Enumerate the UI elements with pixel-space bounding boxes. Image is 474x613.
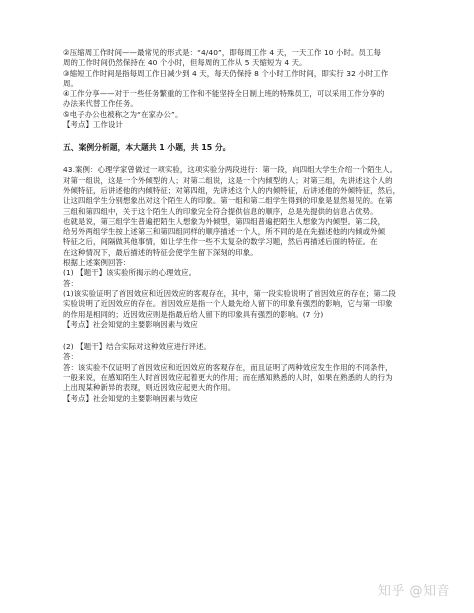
section-title: 五、案例分析题，本大题共 1 小题，共 15 分。 xyxy=(63,143,231,153)
block-case-analysis xyxy=(63,165,423,330)
text-line: 的作用是相同的；近因效应则是指最后给人留下的印象具有强烈的影响。(7 分) xyxy=(63,309,324,319)
text-line: 外倾特征，后讲述他的内倾特征；对第四组，先讲述这个人的内倾特征，后讲述他的外倾特征，然后， xyxy=(63,185,401,195)
text-line: 让这四组学生分别想象出对这个陌生人的印象。第一组和第二组学生得到的印象是显然易见的。在第 xyxy=(63,196,393,206)
text-line: 43.案例：心理学家曾做过一项实验，这项实验分两段进行：第一段，向四组大学生介绍一个陌生人。 xyxy=(63,165,398,175)
text-line: 答：该实验不仅证明了首因效应和近因效应的客观存在，而且证明了两种效应发生作用的不同条件， xyxy=(63,362,393,372)
text-line: 根据上述案例回答： xyxy=(63,258,131,268)
question-2: (2) 【题干】结合实际对这种效应进行评述。 xyxy=(63,342,212,352)
zhihu-watermark: 知乎 @知音 xyxy=(377,584,450,599)
text-line: ④工作分享——对于一些任务繁重的工作和不能坚持全日制上班的特殊员工，可以采用工作分享的 xyxy=(63,89,385,99)
text-line: ③缩短工作时间是指每周工作日减少到 4 天，每天仍保持 8 个小时工作时间，即实行 32 小时工作 xyxy=(63,68,389,78)
question-1: (1) 【题干】该实验所揭示的心理效应。 xyxy=(63,268,197,278)
text-line: 一般来说，在感知陌生人时首因效应起着更大的作用；而在感知熟悉的人时，如果在熟悉的人的行为 xyxy=(63,373,393,383)
text-line: 特征之后，间隔做其他事情，如让学生作一些不太复杂的数学习题，然后再描述后面的特征。在 xyxy=(63,237,378,247)
block-question-2 xyxy=(63,342,423,404)
exam-point-label: 【考点】社会知觉的主要影响因素与效应 xyxy=(63,319,198,329)
text-line: 周。 xyxy=(63,78,78,88)
text-line: 上出现某种新异的表现，则近因效应起更大的作用。 xyxy=(63,383,236,393)
text-line: 给另外两组学生按上述第三和第四组同样的顺序描述一个人，所不同的是在先描述他的内倾或外倾 xyxy=(63,227,386,237)
block-work-schedule xyxy=(63,48,423,130)
text-line: 实验说明了近因效应的存在。首因效应是指一个人最先给人留下的印象有强烈的影响，它与第一印象 xyxy=(63,299,393,309)
text-line: 对第一组说，这是一个外倾型的人；对第二组说，这是一个内倾型的人；对第三组，先讲述这个人的 xyxy=(63,175,393,185)
text-line: 在这种情况下，最后描述的特征会使学生留下深刻的印象。 xyxy=(63,247,258,257)
text-line: 周的工作时间仍然保持在 40 个小时，但每周的工作从 5 天缩短为 4 天。 xyxy=(63,58,307,68)
text-line: (1)该实验证明了首因效应和近因效应的客观存在，其中，第一段实验说明了首因效应的存在；第二段 xyxy=(63,288,396,298)
answer-label: 答： xyxy=(63,278,78,288)
answer-label: 答： xyxy=(63,352,78,362)
text-line: 办法来代替工作任务。 xyxy=(63,99,138,109)
text-line: 也就是说，第三组学生普遍把陌生人想象为外倾型，第四组普遍把陌生人想象为内倾型。第二段， xyxy=(63,216,386,226)
text-line: 三组和第四组中，关于这个陌生人的印象完全符合提供信息的顺序，总是先提供的信息占优势。 xyxy=(63,206,378,216)
text-line: ②压缩周工作时间——最常见的形式是：“4/40”，即每周工作 4 天，一天工作 10 小时。员工每 xyxy=(63,48,381,57)
document-page xyxy=(63,48,423,404)
exam-point-label: 【考点】工作设计 xyxy=(63,120,123,130)
text-line: ⑤电子办公也被称之为“在家办公”。 xyxy=(63,109,183,119)
exam-point-label: 【考点】社会知觉的主要影响因素与效应 xyxy=(63,393,198,403)
